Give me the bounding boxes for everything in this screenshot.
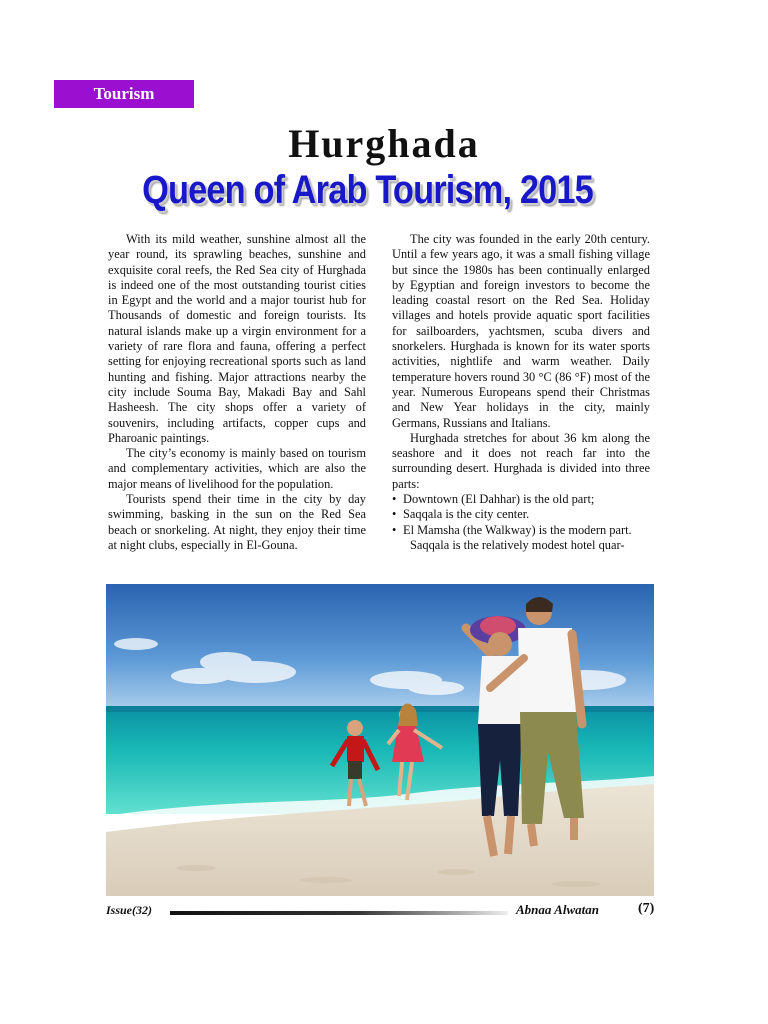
couple-figure — [466, 597, 584, 856]
paragraph: Saqqala is the relatively modest hotel quar- — [410, 537, 625, 552]
beach-photo — [106, 584, 654, 896]
right-column — [392, 232, 650, 553]
list-item: • Saqqala is the city center. — [392, 507, 650, 522]
footer-rule — [170, 911, 508, 915]
paragraph: The city was founded in the early 20th century. Until a few years ago, it was a small fishing village but since the 1980s has been continually enlarged by Egyptian and foreign investors to become the leading coastal resort on the Red Sea. Holiday villages and hotels provide aquatic sport facilities for sailboarders, yachtsmen, scuba divers and snorkelers. Hurghada is known for its water sports activities, nightlife and warm weather. Daily temperature hovers round 30 °C (86 °F) most of the year. Numerous Europeans spend their Christmas and New Year holidays in the city, mainly Germans, Russians and Italians. — [392, 232, 650, 430]
paragraph: Tourists spend their time in the city by day swimming, basking in the sun on the Red Sea beach or snorkeling. At night, they enjoy their time at night clubs, especially in El-Gouna. — [108, 492, 366, 552]
article-subtitle: Queen of Arab Tourism, 2015 — [142, 168, 593, 212]
paragraph: With its mild weather, sunshine almost all the year round, its sprawling beaches, sunshine and exquisite coral reefs, the Red Sea city of Hurghada is indeed one of the most outstanding tourist cities in Egypt and the world and a major tourist hub for Thousands of domestic and foreign tourists. Its natural islands make up a virgin environment for a variety of rare flora and fauna, offering a perfect setting for enjoying recreational sports such as land hunting and fishing. Major attractions nearby the city include Souma Bay, Makadi Bay and Sahl Hasheesh. The city shops offer a variety of souvenirs, including artifacts, copper cups and Pharoanic paintings. — [108, 232, 366, 445]
issue-label: Issue(32) — [106, 903, 153, 917]
paragraph: Hurghada stretches for about 36 km along the seashore and it does not reach far into the surrounding desert. Hurghada is divided into three parts: — [392, 430, 650, 491]
list-item: • Downtown (El Dahhar) is the old part; — [392, 492, 650, 507]
section-tag: Tourism — [54, 80, 194, 108]
list-item: • El Mamsha (the Walkway) is the modern part. — [392, 523, 650, 538]
magazine-name: Abnaa Alwatan — [516, 902, 599, 917]
page-number: (7) — [638, 901, 655, 916]
article-title: Hurghada — [288, 121, 480, 166]
paragraph: The city’s economy is mainly based on tourism and complementary activities, which are also the major means of livelihood for the population. — [108, 446, 366, 491]
left-column — [108, 232, 366, 553]
parts-list — [392, 492, 650, 538]
